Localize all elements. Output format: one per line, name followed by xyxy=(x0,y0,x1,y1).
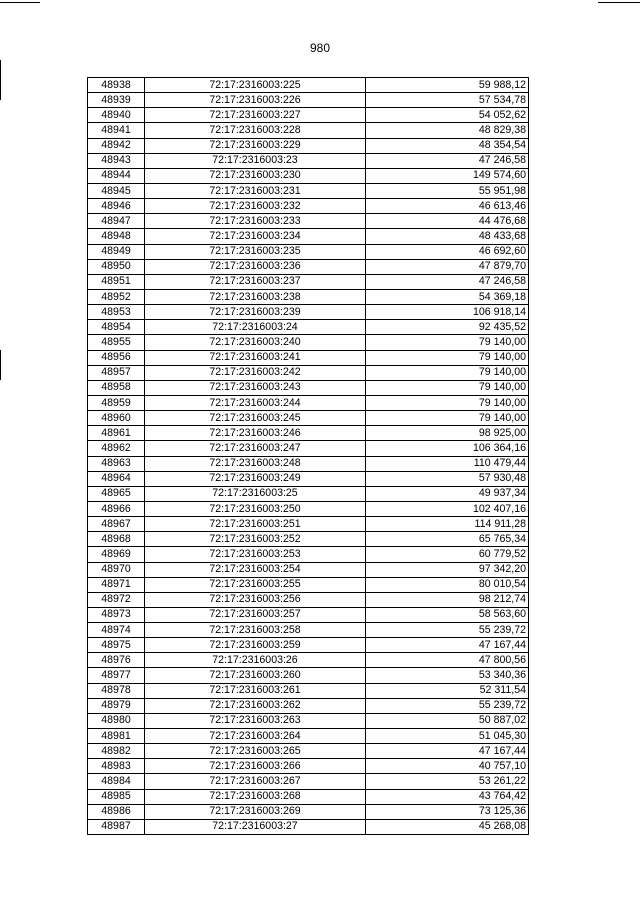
value-cell: 55 951,98 xyxy=(366,183,529,198)
table-row xyxy=(88,259,529,274)
value-cell: 60 779,52 xyxy=(366,547,529,562)
table-row xyxy=(88,108,529,123)
cadastral-number-cell: 72:17:2316003:267 xyxy=(145,774,366,789)
cadastral-number-cell: 72:17:2316003:258 xyxy=(145,623,366,638)
value-cell: 92 435,52 xyxy=(366,320,529,335)
table-row xyxy=(88,426,529,441)
row-number-cell: 48964 xyxy=(88,471,145,486)
value-cell: 79 140,00 xyxy=(366,365,529,380)
row-number-cell: 48985 xyxy=(88,789,145,804)
scan-mark-top-left xyxy=(0,2,40,3)
value-cell: 114 911,28 xyxy=(366,517,529,532)
cadastral-number-cell: 72:17:2316003:239 xyxy=(145,305,366,320)
row-number-cell: 48963 xyxy=(88,456,145,471)
cadastral-number-cell: 72:17:2316003:261 xyxy=(145,683,366,698)
table-row xyxy=(88,759,529,774)
cadastral-number-cell: 72:17:2316003:256 xyxy=(145,592,366,607)
row-number-cell: 48986 xyxy=(88,804,145,819)
cadastral-number-cell: 72:17:2316003:238 xyxy=(145,289,366,304)
page-number: 980 xyxy=(309,41,331,55)
scan-mark-left-edge-2 xyxy=(0,350,1,380)
row-number-cell: 48947 xyxy=(88,214,145,229)
cadastral-number-cell: 72:17:2316003:257 xyxy=(145,607,366,622)
row-number-cell: 48978 xyxy=(88,683,145,698)
cadastral-number-cell: 72:17:2316003:226 xyxy=(145,93,366,108)
cadastral-number-cell: 72:17:2316003:236 xyxy=(145,259,366,274)
cadastral-number-cell: 72:17:2316003:235 xyxy=(145,244,366,259)
value-cell: 102 407,16 xyxy=(366,501,529,516)
table-row xyxy=(88,607,529,622)
table-row xyxy=(88,289,529,304)
value-cell: 79 140,00 xyxy=(366,335,529,350)
table-row xyxy=(88,380,529,395)
row-number-cell: 48949 xyxy=(88,244,145,259)
table-row xyxy=(88,411,529,426)
value-cell: 53 340,36 xyxy=(366,668,529,683)
value-cell: 48 829,38 xyxy=(366,123,529,138)
value-cell: 58 563,60 xyxy=(366,607,529,622)
row-number-cell: 48956 xyxy=(88,350,145,365)
value-cell: 48 354,54 xyxy=(366,138,529,153)
row-number-cell: 48943 xyxy=(88,153,145,168)
value-cell: 46 613,46 xyxy=(366,199,529,214)
table-row xyxy=(88,532,529,547)
cadastral-number-cell: 72:17:2316003:233 xyxy=(145,214,366,229)
table-row xyxy=(88,244,529,259)
row-number-cell: 48983 xyxy=(88,759,145,774)
row-number-cell: 48971 xyxy=(88,577,145,592)
value-cell: 53 261,22 xyxy=(366,774,529,789)
row-number-cell: 48938 xyxy=(88,78,145,93)
table-row xyxy=(88,804,529,819)
table-row xyxy=(88,441,529,456)
value-cell: 52 311,54 xyxy=(366,683,529,698)
row-number-cell: 48950 xyxy=(88,259,145,274)
table-row xyxy=(88,395,529,410)
table-row xyxy=(88,335,529,350)
table-body xyxy=(88,78,529,835)
value-cell: 43 764,42 xyxy=(366,789,529,804)
table-row xyxy=(88,183,529,198)
table-row xyxy=(88,789,529,804)
table-row xyxy=(88,274,529,289)
table-row xyxy=(88,138,529,153)
row-number-cell: 48965 xyxy=(88,486,145,501)
table-row xyxy=(88,517,529,532)
value-cell: 46 692,60 xyxy=(366,244,529,259)
cadastral-number-cell: 72:17:2316003:229 xyxy=(145,138,366,153)
value-cell: 97 342,20 xyxy=(366,562,529,577)
cadastral-number-cell: 72:17:2316003:26 xyxy=(145,653,366,668)
row-number-cell: 48967 xyxy=(88,517,145,532)
table-row xyxy=(88,471,529,486)
value-cell: 149 574,60 xyxy=(366,168,529,183)
value-cell: 51 045,30 xyxy=(366,729,529,744)
cadastral-number-cell: 72:17:2316003:255 xyxy=(145,577,366,592)
row-number-cell: 48954 xyxy=(88,320,145,335)
table-row xyxy=(88,547,529,562)
value-cell: 79 140,00 xyxy=(366,411,529,426)
table-row xyxy=(88,729,529,744)
value-cell: 106 918,14 xyxy=(366,305,529,320)
table-row xyxy=(88,456,529,471)
table-row xyxy=(88,653,529,668)
table-row xyxy=(88,78,529,93)
cadastral-number-cell: 72:17:2316003:232 xyxy=(145,199,366,214)
table-row xyxy=(88,819,529,834)
value-cell: 40 757,10 xyxy=(366,759,529,774)
table-row xyxy=(88,153,529,168)
cadastral-number-cell: 72:17:2316003:250 xyxy=(145,501,366,516)
cadastral-number-cell: 72:17:2316003:251 xyxy=(145,517,366,532)
table-row xyxy=(88,486,529,501)
row-number-cell: 48982 xyxy=(88,744,145,759)
cadastral-number-cell: 72:17:2316003:231 xyxy=(145,183,366,198)
table-row xyxy=(88,365,529,380)
row-number-cell: 48939 xyxy=(88,93,145,108)
row-number-cell: 48972 xyxy=(88,592,145,607)
table-row xyxy=(88,744,529,759)
cadastral-number-cell: 72:17:2316003:234 xyxy=(145,229,366,244)
cadastral-number-cell: 72:17:2316003:228 xyxy=(145,123,366,138)
cadastral-number-cell: 72:17:2316003:247 xyxy=(145,441,366,456)
cadastral-number-cell: 72:17:2316003:246 xyxy=(145,426,366,441)
row-number-cell: 48945 xyxy=(88,183,145,198)
value-cell: 48 433,68 xyxy=(366,229,529,244)
cadastral-number-cell: 72:17:2316003:260 xyxy=(145,668,366,683)
cadastral-number-cell: 72:17:2316003:24 xyxy=(145,320,366,335)
cadastral-number-cell: 72:17:2316003:253 xyxy=(145,547,366,562)
table-row xyxy=(88,623,529,638)
cadastral-number-cell: 72:17:2316003:227 xyxy=(145,108,366,123)
value-cell: 79 140,00 xyxy=(366,395,529,410)
row-number-cell: 48957 xyxy=(88,365,145,380)
value-cell: 47 167,44 xyxy=(366,638,529,653)
value-cell: 57 930,48 xyxy=(366,471,529,486)
value-cell: 110 479,44 xyxy=(366,456,529,471)
value-cell: 59 988,12 xyxy=(366,78,529,93)
table-row xyxy=(88,320,529,335)
row-number-cell: 48961 xyxy=(88,426,145,441)
scan-mark-top-right xyxy=(598,2,640,3)
row-number-cell: 48975 xyxy=(88,638,145,653)
cadastral-number-cell: 72:17:2316003:265 xyxy=(145,744,366,759)
value-cell: 54 369,18 xyxy=(366,289,529,304)
row-number-cell: 48962 xyxy=(88,441,145,456)
row-number-cell: 48979 xyxy=(88,698,145,713)
row-number-cell: 48981 xyxy=(88,729,145,744)
row-number-cell: 48948 xyxy=(88,229,145,244)
cadastral-number-cell: 72:17:2316003:225 xyxy=(145,78,366,93)
cadastral-value-table xyxy=(87,77,529,835)
row-number-cell: 48952 xyxy=(88,289,145,304)
value-cell: 79 140,00 xyxy=(366,380,529,395)
cadastral-number-cell: 72:17:2316003:254 xyxy=(145,562,366,577)
cadastral-number-cell: 72:17:2316003:242 xyxy=(145,365,366,380)
row-number-cell: 48946 xyxy=(88,199,145,214)
value-cell: 55 239,72 xyxy=(366,698,529,713)
scan-mark-left-edge xyxy=(0,60,1,100)
row-number-cell: 48973 xyxy=(88,607,145,622)
cadastral-number-cell: 72:17:2316003:243 xyxy=(145,380,366,395)
cadastral-number-cell: 72:17:2316003:269 xyxy=(145,804,366,819)
cadastral-number-cell: 72:17:2316003:23 xyxy=(145,153,366,168)
value-cell: 65 765,34 xyxy=(366,532,529,547)
cadastral-number-cell: 72:17:2316003:25 xyxy=(145,486,366,501)
row-number-cell: 48966 xyxy=(88,501,145,516)
row-number-cell: 48970 xyxy=(88,562,145,577)
table-row xyxy=(88,713,529,728)
value-cell: 55 239,72 xyxy=(366,623,529,638)
table-row xyxy=(88,774,529,789)
table-row xyxy=(88,592,529,607)
row-number-cell: 48960 xyxy=(88,411,145,426)
table-row xyxy=(88,305,529,320)
value-cell: 106 364,16 xyxy=(366,441,529,456)
cadastral-number-cell: 72:17:2316003:237 xyxy=(145,274,366,289)
cadastral-number-cell: 72:17:2316003:245 xyxy=(145,411,366,426)
row-number-cell: 48955 xyxy=(88,335,145,350)
value-cell: 49 937,34 xyxy=(366,486,529,501)
cadastral-number-cell: 72:17:2316003:240 xyxy=(145,335,366,350)
cadastral-number-cell: 72:17:2316003:268 xyxy=(145,789,366,804)
row-number-cell: 48942 xyxy=(88,138,145,153)
table-row xyxy=(88,199,529,214)
value-cell: 45 268,08 xyxy=(366,819,529,834)
row-number-cell: 48987 xyxy=(88,819,145,834)
value-cell: 47 167,44 xyxy=(366,744,529,759)
value-cell: 44 476,68 xyxy=(366,214,529,229)
table-row xyxy=(88,562,529,577)
table-row xyxy=(88,698,529,713)
cadastral-number-cell: 72:17:2316003:262 xyxy=(145,698,366,713)
table-row xyxy=(88,214,529,229)
row-number-cell: 48968 xyxy=(88,532,145,547)
row-number-cell: 48976 xyxy=(88,653,145,668)
row-number-cell: 48969 xyxy=(88,547,145,562)
table-row xyxy=(88,168,529,183)
value-cell: 80 010,54 xyxy=(366,577,529,592)
value-cell: 47 246,58 xyxy=(366,274,529,289)
table-row xyxy=(88,501,529,516)
cadastral-number-cell: 72:17:2316003:248 xyxy=(145,456,366,471)
table-row xyxy=(88,577,529,592)
value-cell: 98 925,00 xyxy=(366,426,529,441)
value-cell: 47 800,56 xyxy=(366,653,529,668)
cadastral-number-cell: 72:17:2316003:263 xyxy=(145,713,366,728)
cadastral-number-cell: 72:17:2316003:252 xyxy=(145,532,366,547)
table-row xyxy=(88,350,529,365)
table-row xyxy=(88,93,529,108)
value-cell: 73 125,36 xyxy=(366,804,529,819)
table-row xyxy=(88,638,529,653)
cadastral-number-cell: 72:17:2316003:266 xyxy=(145,759,366,774)
cadastral-number-cell: 72:17:2316003:264 xyxy=(145,729,366,744)
row-number-cell: 48977 xyxy=(88,668,145,683)
row-number-cell: 48974 xyxy=(88,623,145,638)
row-number-cell: 48953 xyxy=(88,305,145,320)
value-cell: 79 140,00 xyxy=(366,350,529,365)
value-cell: 57 534,78 xyxy=(366,93,529,108)
row-number-cell: 48959 xyxy=(88,395,145,410)
table-row xyxy=(88,683,529,698)
cadastral-number-cell: 72:17:2316003:230 xyxy=(145,168,366,183)
row-number-cell: 48984 xyxy=(88,774,145,789)
row-number-cell: 48958 xyxy=(88,380,145,395)
value-cell: 47 246,58 xyxy=(366,153,529,168)
cadastral-number-cell: 72:17:2316003:27 xyxy=(145,819,366,834)
row-number-cell: 48980 xyxy=(88,713,145,728)
table-row xyxy=(88,668,529,683)
value-cell: 98 212,74 xyxy=(366,592,529,607)
table-row xyxy=(88,229,529,244)
value-cell: 47 879,70 xyxy=(366,259,529,274)
value-cell: 54 052,62 xyxy=(366,108,529,123)
table-row xyxy=(88,123,529,138)
row-number-cell: 48941 xyxy=(88,123,145,138)
row-number-cell: 48940 xyxy=(88,108,145,123)
cadastral-number-cell: 72:17:2316003:241 xyxy=(145,350,366,365)
row-number-cell: 48951 xyxy=(88,274,145,289)
value-cell: 50 887,02 xyxy=(366,713,529,728)
cadastral-number-cell: 72:17:2316003:249 xyxy=(145,471,366,486)
cadastral-number-cell: 72:17:2316003:244 xyxy=(145,395,366,410)
row-number-cell: 48944 xyxy=(88,168,145,183)
cadastral-number-cell: 72:17:2316003:259 xyxy=(145,638,366,653)
